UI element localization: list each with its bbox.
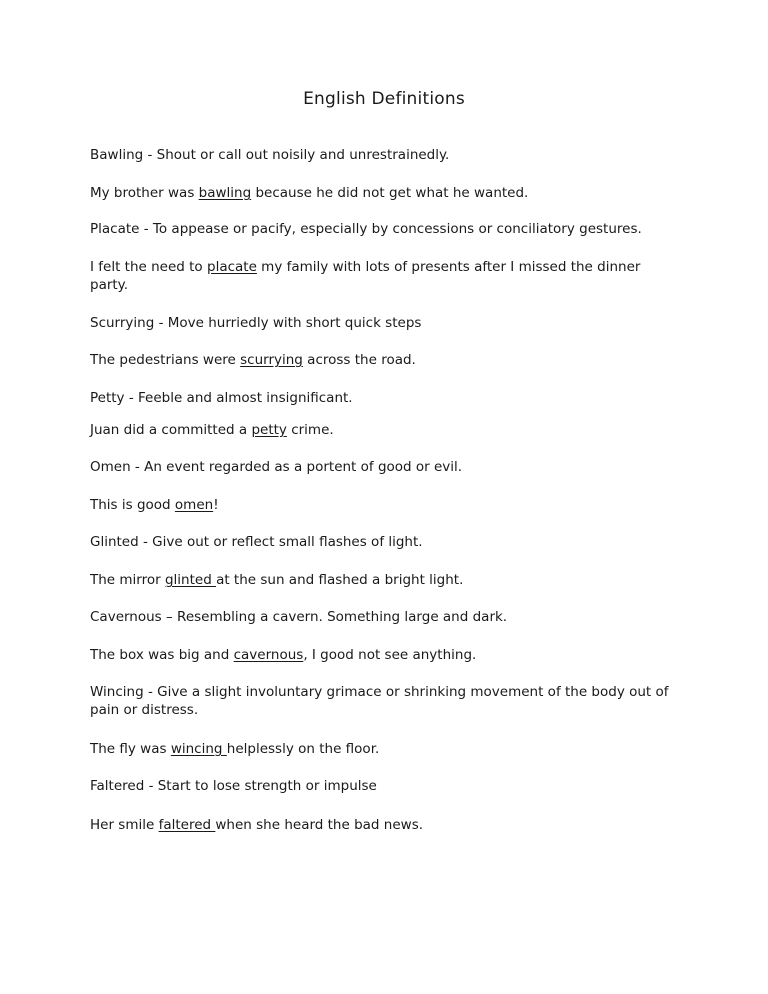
line-text: Wincing - Give a slight involuntary grimace or shrinking movement of the body out of pain or distress. xyxy=(90,684,669,718)
example-sentence xyxy=(90,571,675,589)
definition-line xyxy=(90,389,675,407)
line-text: Petty - Feeble and almost insignificant. xyxy=(90,390,353,406)
line-text: I felt the need to xyxy=(90,259,207,275)
definition-line xyxy=(90,683,675,719)
definition-line xyxy=(90,777,675,795)
line-text: Omen - An event regarded as a portent of good or evil. xyxy=(90,459,463,475)
line-text: , I good not see anything. xyxy=(303,647,477,663)
line-text: my family with lots of presents after I missed the dinner party. xyxy=(90,259,641,293)
underlined-vocab-word: placate xyxy=(207,259,257,275)
line-text: The pedestrians were xyxy=(90,352,241,368)
underlined-vocab-word: bawling xyxy=(198,185,252,201)
line-text: The mirror xyxy=(90,572,165,588)
definition-line xyxy=(90,220,675,238)
example-sentence xyxy=(90,496,675,514)
underlined-vocab-word: omen xyxy=(174,497,214,513)
definition-line xyxy=(90,314,675,332)
line-text: The box was big and xyxy=(90,647,234,663)
line-text: across the road. xyxy=(302,352,416,368)
example-sentence xyxy=(90,184,675,202)
line-text: because he did not get what he wanted. xyxy=(251,185,529,201)
line-text: Faltered - Start to lose strength or impulse xyxy=(90,778,377,794)
definition-line xyxy=(90,608,675,626)
example-sentence xyxy=(90,421,675,439)
line-text: This is good xyxy=(90,497,175,513)
line-text: Scurrying - Move hurriedly with short quick steps xyxy=(90,315,422,331)
line-text: ! xyxy=(213,497,219,513)
example-sentence xyxy=(90,351,675,369)
line-text: Placate - To appease or pacify, especially by concessions or conciliatory gestures. xyxy=(90,221,642,237)
underlined-vocab-word: glinted xyxy=(164,572,217,588)
underlined-vocab-word: cavernous xyxy=(233,647,304,663)
line-text: Cavernous – Resembling a cavern. Something large and dark. xyxy=(90,609,508,625)
example-sentence xyxy=(90,816,675,834)
line-text: when she heard the bad news. xyxy=(215,817,424,833)
page-title: English Definitions xyxy=(303,89,465,109)
underlined-vocab-word: faltered xyxy=(158,817,216,833)
line-text: The fly was xyxy=(90,741,171,757)
line-text: My brother was xyxy=(90,185,199,201)
definition-line xyxy=(90,458,675,476)
line-text: Her smile xyxy=(90,817,159,833)
example-sentence xyxy=(90,740,675,758)
underlined-vocab-word: scurrying xyxy=(240,352,303,368)
line-text: helplessly on the floor. xyxy=(226,741,380,757)
line-text: Juan did a committed a xyxy=(90,422,252,438)
line-text: at the sun and flashed a bright light. xyxy=(216,572,464,588)
line-text: crime. xyxy=(286,422,334,438)
example-sentence xyxy=(90,646,675,664)
line-text: Glinted - Give out or reflect small flashes of light. xyxy=(90,534,423,550)
definition-line xyxy=(90,146,675,164)
definition-line xyxy=(90,533,675,551)
example-sentence xyxy=(90,258,675,294)
underlined-vocab-word: wincing xyxy=(170,741,227,757)
line-text: Bawling - Shout or call out noisily and unrestrainedly. xyxy=(90,147,450,163)
underlined-vocab-word: petty xyxy=(251,422,287,438)
